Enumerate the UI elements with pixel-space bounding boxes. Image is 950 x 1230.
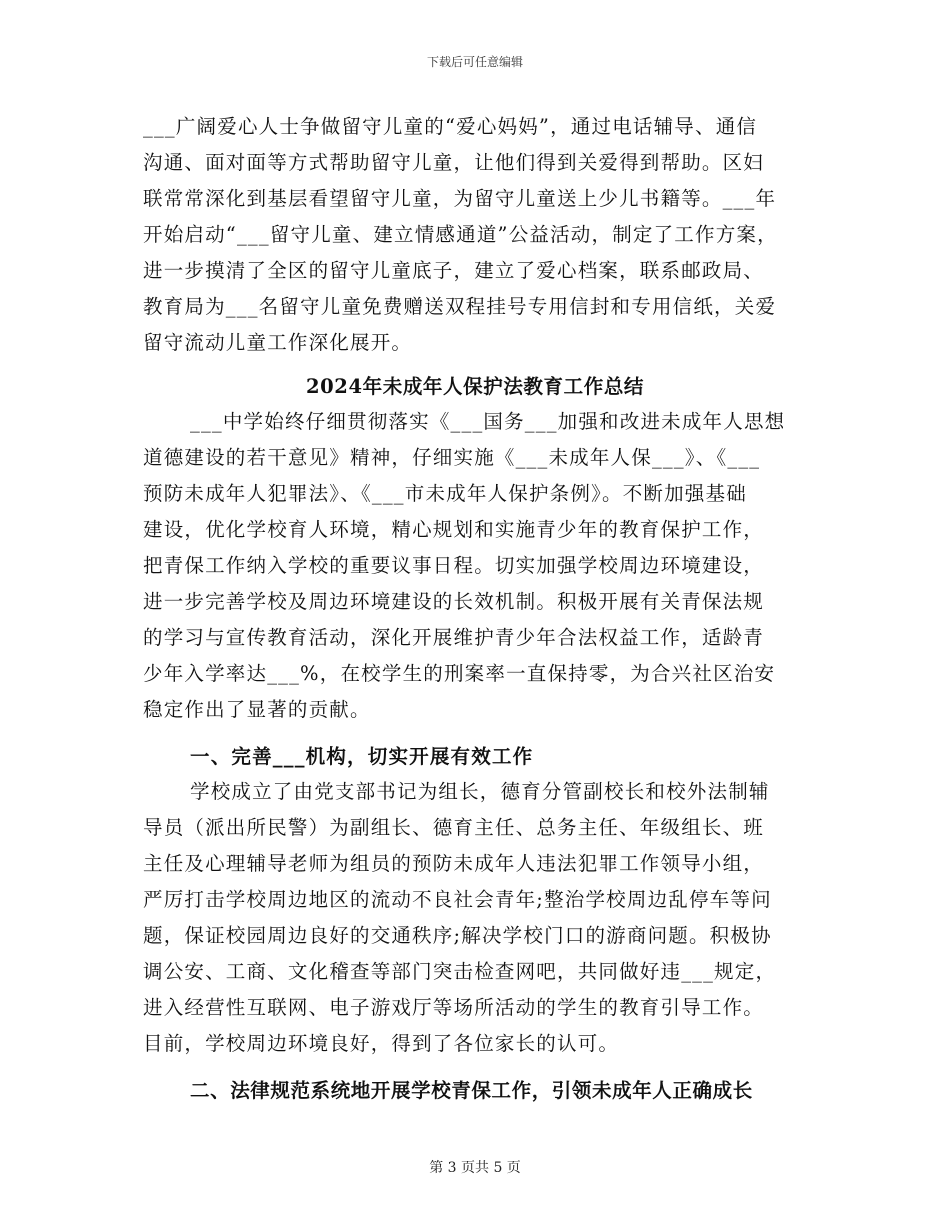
text-line: 导员（派出所民警）为副组长、德育主任、总务主任、年级组长、班 [143,816,765,839]
text-line: 严厉打击学校周边地区的流动不良社会青年;整治学校周边乱停车等问 [143,888,772,911]
subsection-heading: 一、完善___机构，切实开展有效工作 [190,745,534,768]
text-line: 教育局为___名留守儿童免费赠送双程挂号专用信封和专用信纸，关爱 [143,295,777,318]
subsection-heading: 二、法律规范系统地开展学校青保工作，引领未成年人正确成长 [190,1079,753,1102]
text-line: 开始启动“___留守儿童、建立情感通道”公益活动，制定了工作方案， [143,223,778,246]
page-header: 下载后可任意编辑 [426,55,523,69]
text-line: 学校成立了由党支部书记为组长，德育分管副校长和校外法制辅 [190,780,770,803]
text-line: 联常常深化到基层看望留守儿童，为留守儿童送上少儿书籍等。___年 [143,187,777,210]
text-line: 预防未成年人犯罪法》、《___市未成年人保护条例》。不断加强基础 [143,482,747,505]
text-line: 稳定作出了显著的贡献。 [143,698,371,721]
page-footer: 第 3 页共 5 页 [429,1160,521,1176]
text-line: ___广阔爱心人士争做留守儿童的“爱心妈妈”，通过电话辅导、通信 [143,115,758,138]
text-line: 留守流动儿童工作深化展开。 [143,331,413,354]
text-line: 的学习与宣传教育活动，深化开展维护青少年合法权益工作，适龄青 [143,626,765,649]
text-line: 进一步完善学校及周边环境建设的长效机制。积极开展有关青保法规 [143,590,765,613]
text-line: ___中学始终仔细贯彻落实《___国务___加强和改进未成年人思想 [190,410,786,433]
text-line: 进一步摸清了全区的留守儿童底子，建立了爱心档案，联系邮政局、 [143,259,765,282]
section-title: 2024年未成年人保护法教育工作总结 [305,375,645,398]
text-line: 目前，学校周边环境良好，得到了各位家长的认可。 [143,1032,620,1055]
text-line: 进入经营性互联网、电子游戏厅等场所活动的学生的教育引导工作。 [143,996,765,1019]
text-line: 建设，优化学校育人环境，精心规划和实施青少年的教育保护工作， [143,518,765,541]
text-line: 把青保工作纳入学校的重要议事日程。切实加强学校周边环境建设， [143,554,765,577]
text-line: 题，保证校园周边良好的交通秩序;解决学校门口的游商问题。积极协 [143,924,772,947]
text-line: 调公安、工商、文化稽查等部门突击检查网吧，共同做好违___规定， [143,960,777,983]
text-line: 主任及心理辅导老师为组员的预防未成年人违法犯罪工作领导小组， [143,852,765,875]
text-line: 沟通、面对面等方式帮助留守儿童，让他们得到关爱得到帮助。区妇 [143,151,765,174]
text-line: 少年入学率达___%，在校学生的刑案率一直保持零，为合兴社区治安 [143,662,776,685]
text-line: 道德建设的若干意见》精神，仔细实施《___未成年人保___》、《___ [143,446,761,469]
